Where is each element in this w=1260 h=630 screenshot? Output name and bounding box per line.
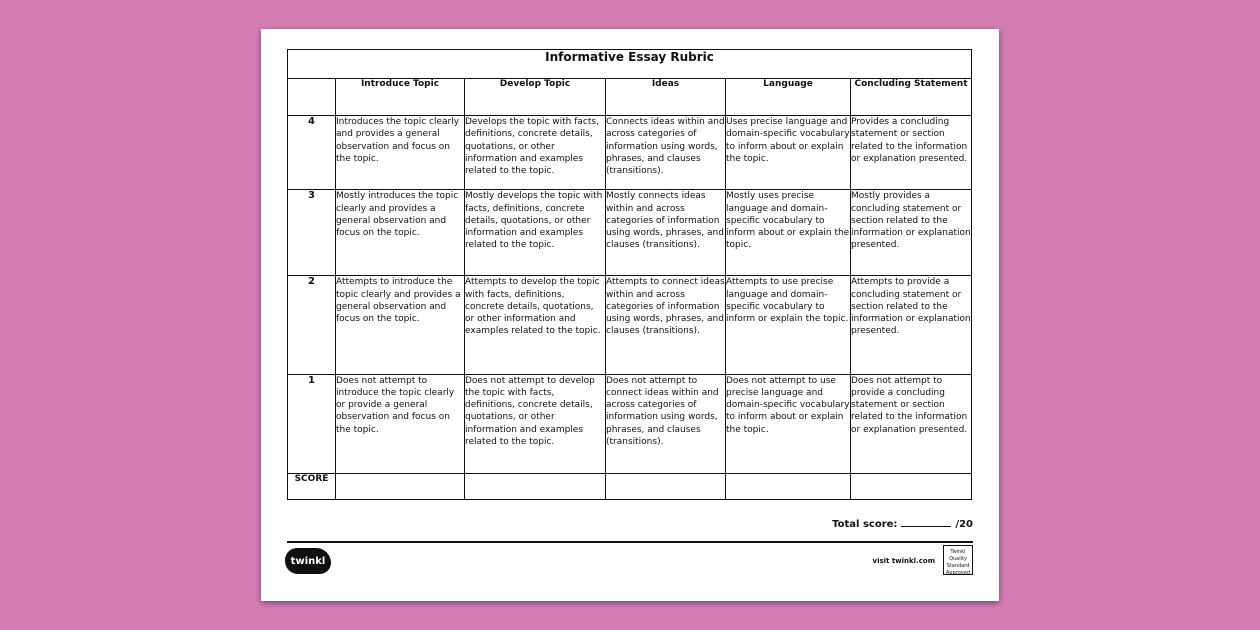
rubric-cell: Attempts to provide a concluding statement or section related to the information or explanation presented. xyxy=(851,276,972,374)
rubric-cell: Does not attempt to introduce the topic clearly or provide a general observation and focus on the topic. xyxy=(336,374,465,473)
score-entry-cell[interactable] xyxy=(336,473,465,499)
rubric-cell: Attempts to introduce the topic clearly and provides a general observation and focus on the topic. xyxy=(336,276,465,374)
score-entry-cell[interactable] xyxy=(465,473,606,499)
score-row xyxy=(288,473,972,499)
rubric-cell: Does not attempt to provide a concluding statement or section related to the information or explanation presented. xyxy=(851,374,972,473)
worksheet-page xyxy=(261,29,999,601)
column-header: Introduce Topic xyxy=(336,79,465,116)
rubric-cell: Does not attempt to develop the topic with facts, definitions, concrete details, quotations, or other information and examples related to the topic. xyxy=(465,374,606,473)
total-score-suffix: /20 xyxy=(955,519,973,530)
rubric-cell: Mostly introduces the topic clearly and provides a general observation and focus on the topic. xyxy=(336,190,465,276)
row-score-label: 3 xyxy=(288,190,336,276)
rubric-cell: Connects ideas within and across categories of information using words, phrases, and clauses (transitions). xyxy=(606,116,726,190)
rubric-cell: Does not attempt to connect ideas within and across categories of information using words, phrases, and clauses (transitions). xyxy=(606,374,726,473)
footer-divider xyxy=(287,541,973,543)
rubric-cell: Does not attempt to use precise language and domain-specific vocabulary to inform about or explain the topic. xyxy=(726,374,851,473)
rubric-cell: Mostly uses precise language and domain-specific vocabulary to inform about or explain the topic. xyxy=(726,190,851,276)
column-header: Develop Topic xyxy=(465,79,606,116)
rubric-title: Informative Essay Rubric xyxy=(288,50,972,79)
quality-badge-icon: Twinkl Quality Standard Approved xyxy=(943,545,973,575)
twinkl-logo: twinkl xyxy=(285,548,331,574)
score-entry-cell[interactable] xyxy=(606,473,726,499)
total-score xyxy=(832,519,973,530)
rubric-cell: Attempts to connect ideas within and across categories of information using words, phrases, and clauses (transitions). xyxy=(606,276,726,374)
table-row xyxy=(288,116,972,190)
header-row xyxy=(288,79,972,116)
row-score-label: 2 xyxy=(288,276,336,374)
visit-link[interactable]: visit twinkl.com xyxy=(872,557,935,565)
corner-cell xyxy=(288,79,336,116)
table-row xyxy=(288,276,972,374)
rubric-cell: Develops the topic with facts, definitions, concrete details, quotations, or other information and examples related to the topic. xyxy=(465,116,606,190)
column-header: Language xyxy=(726,79,851,116)
rubric-cell: Attempts to use precise language and domain-specific vocabulary to inform or explain the topic. xyxy=(726,276,851,374)
total-score-blank[interactable] xyxy=(901,526,951,527)
rubric-cell: Introduces the topic clearly and provides a general observation and focus on the topic. xyxy=(336,116,465,190)
row-score-label: 4 xyxy=(288,116,336,190)
column-header: Concluding Statement xyxy=(851,79,972,116)
rubric-cell: Uses precise language and domain-specific vocabulary to inform about or explain the topic. xyxy=(726,116,851,190)
score-entry-cell[interactable] xyxy=(726,473,851,499)
table-row xyxy=(288,374,972,473)
rubric-cell: Mostly connects ideas within and across categories of information using words, phrases, and clauses (transitions). xyxy=(606,190,726,276)
rubric-cell: Mostly develops the topic with facts, definitions, concrete details, quotations, or other information and examples related to the topic. xyxy=(465,190,606,276)
rubric-cell: Mostly provides a concluding statement or section related to the information or explanation presented. xyxy=(851,190,972,276)
score-row-label: SCORE xyxy=(288,473,336,499)
rubric-table xyxy=(287,49,972,500)
column-header: Ideas xyxy=(606,79,726,116)
row-score-label: 1 xyxy=(288,374,336,473)
table-row xyxy=(288,190,972,276)
rubric-cell: Provides a concluding statement or section related to the information or explanation presented. xyxy=(851,116,972,190)
total-score-label: Total score: xyxy=(832,519,898,530)
score-entry-cell[interactable] xyxy=(851,473,972,499)
rubric-cell: Attempts to develop the topic with facts, definitions, concrete details, quotations, or other information and examples related to the topic. xyxy=(465,276,606,374)
